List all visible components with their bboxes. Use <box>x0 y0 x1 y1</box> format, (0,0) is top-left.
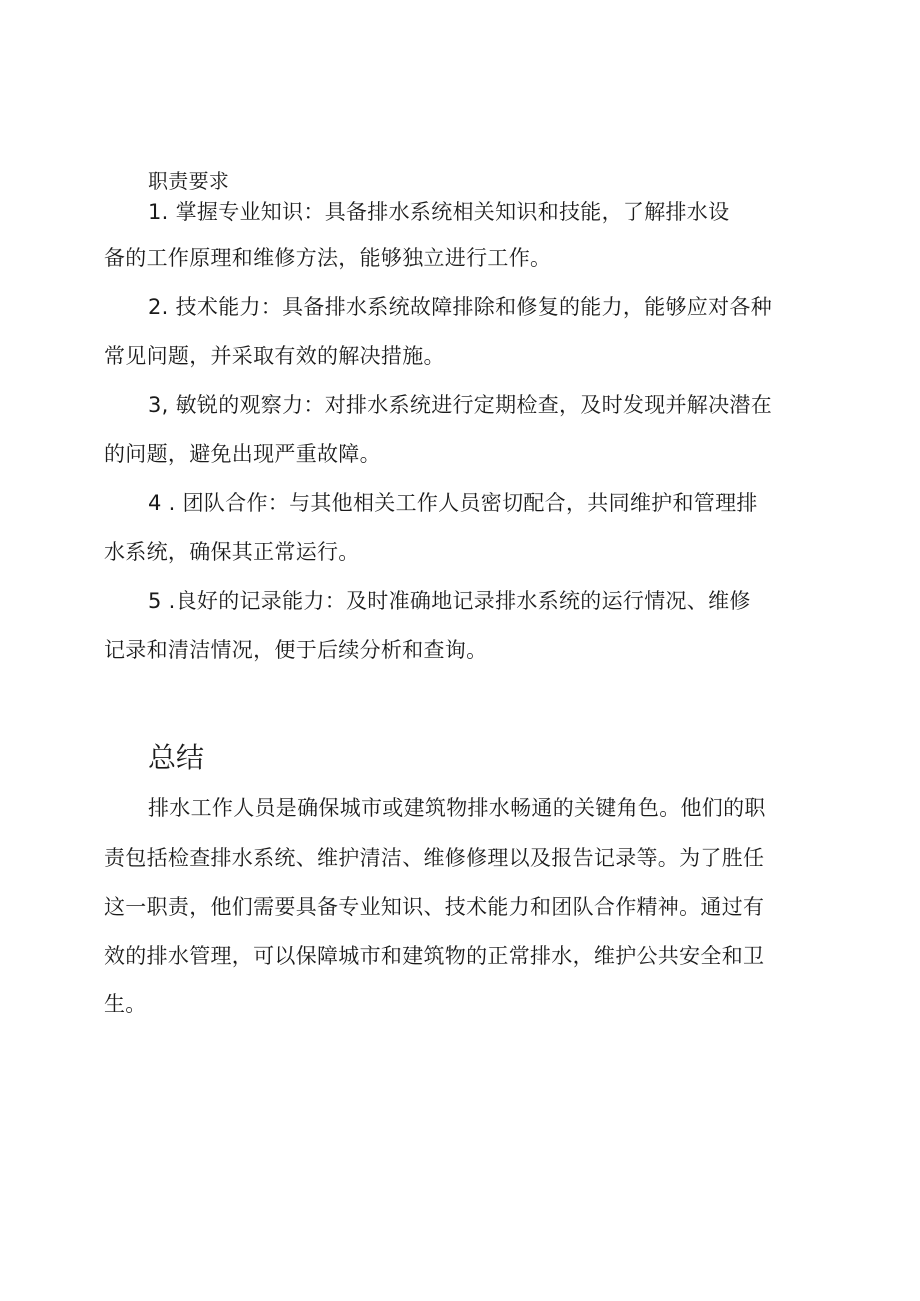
requirement-2-line-2: 常见问题，并采取有效的解决措施。 <box>104 344 445 368</box>
requirement-2-line-1: 2. 技术能力：具备排水系统故障排除和修复的能力，能够应对各种 <box>148 295 773 319</box>
requirement-4-line-2: 水系统，确保其正常运行。 <box>104 540 360 564</box>
requirement-5-line-1: 5 .良好的记录能力：及时准确地记录排水系统的运行情况、维修 <box>148 589 751 613</box>
requirement-3-line-1: 3, 敏锐的观察力：对排水系统进行定期检查，及时发现并解决潜在 <box>148 393 773 417</box>
requirement-1-line-2: 备的工作原理和维修方法，能够独立进行工作。 <box>104 246 552 270</box>
summary-line-5: 生。 <box>104 992 147 1016</box>
requirement-4-line-1: 4 . 团队合作：与其他相关工作人员密切配合，共同维护和管理排 <box>148 491 758 515</box>
summary-heading: 总结 <box>148 741 205 774</box>
requirement-3-line-2: 的问题，避免出现严重故障。 <box>104 442 381 466</box>
requirement-5-line-2: 记录和清洁情况，便于后续分析和查询。 <box>104 638 488 662</box>
requirement-1-line-1: 1. 掌握专业知识：具备排水系统相关知识和技能，了解排水设 <box>148 200 730 224</box>
summary-line-1: 排水工作人员是确保城市或建筑物排水畅通的关键角色。他们的职 <box>148 796 766 820</box>
requirements-title: 职责要求 <box>148 169 230 193</box>
summary-line-4: 效的排水管理，可以保障城市和建筑物的正常排水，维护公共安全和卫 <box>104 944 765 968</box>
summary-line-2: 责包括检查排水系统、维护清洁、维修修理以及报告记录等。为了胜任 <box>104 846 765 870</box>
summary-line-3: 这一职责，他们需要具备专业知识、技术能力和团队合作精神。通过有 <box>104 895 765 919</box>
